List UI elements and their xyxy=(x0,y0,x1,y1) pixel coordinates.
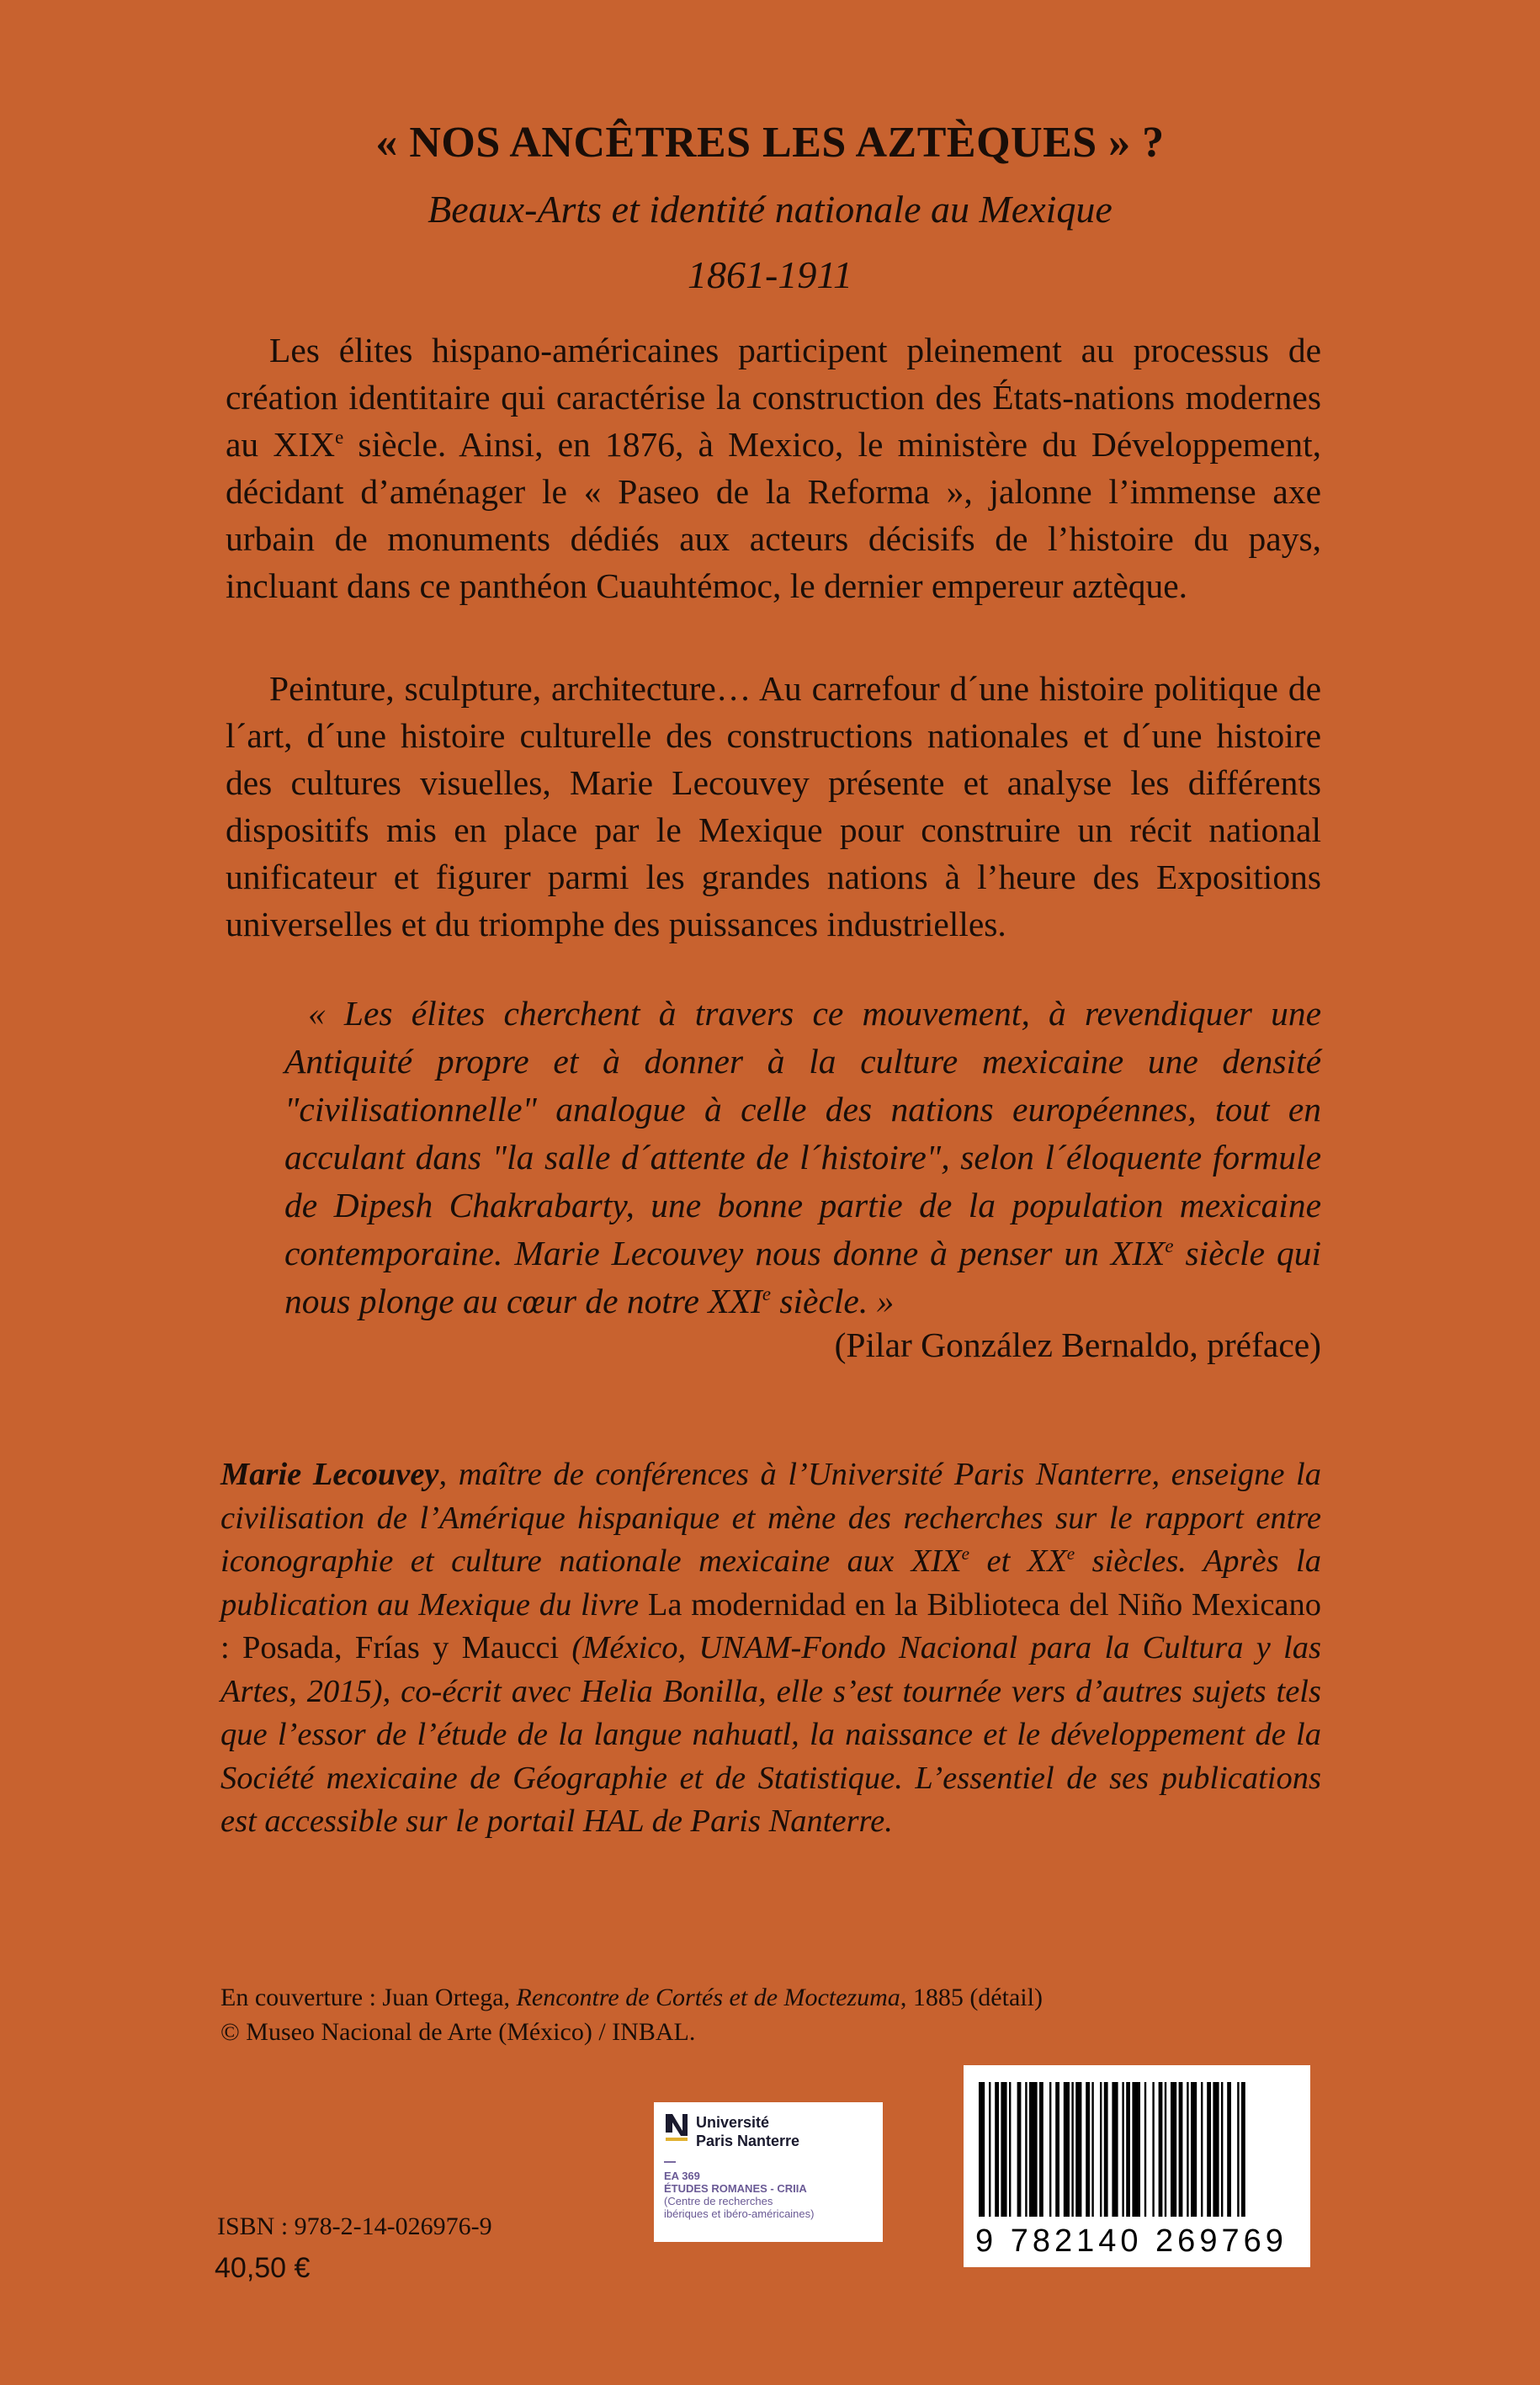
price: 40,50 € xyxy=(215,2252,311,2284)
referenced-book-title: La modernidad en la Biblioteca del Niño Mexicano : Posada, Frías y Maucci xyxy=(220,1586,1322,1665)
book-years: 1861-1911 xyxy=(688,253,852,296)
preface-quote: « Les élites cherchent à travers ce mouvement, à revendiquer une Antiquité propre et à donner à la culture mexicaine une densité "civilisationnelle" analogue à celle des nations européennes, tout en acculant dans "la salle d´attente de l´histoire", selon l´éloquente formule de Dipesh Chakrabarty, une bonne partie de la population mexicaine contemporaine. Marie Lecouvey nous donne à penser un XIXe siècle qui nous plonge au cœur de notre XXIe siècle. » xyxy=(284,994,1321,1320)
description-paragraph-2: Peinture, sculpture, architecture… Au carrefour d´une histoire politique de l´art, d´une histoire culturelle des constructions nationales et d´une histoire des cultures visuelles, Marie Lecouvey présente et analyse les différents dispositifs mis en place par le Mexique pour construire un récit national unificateur et figurer parmi les grandes nations à l’heure des Expositions universelles et du triomphe des puissances industrielles. xyxy=(226,669,1321,943)
author-name: Marie Lecouvey xyxy=(220,1457,439,1492)
book-title: « NOS ANCÊTRES LES AZTÈQUES » ? xyxy=(375,119,1165,167)
logo-lab-info: EA 369 ÉTUDES ROMANES - CRIIA (Centre de recherches ibériques et ibéro-américaines) xyxy=(664,2170,815,2220)
quote-attribution: (Pilar González Bernaldo, préface) xyxy=(834,1325,1321,1364)
barcode xyxy=(964,2065,1310,2267)
logo-university-line: Université xyxy=(696,2114,770,2131)
isbn: ISBN : 978-2-14-026976-9 xyxy=(217,2212,492,2240)
logo-divider xyxy=(664,2161,676,2163)
cover-credit-line-1: En couverture : Juan Ortega, Rencontre de Cortés et de Moctezuma, 1885 (détail) xyxy=(220,1984,1043,2011)
barcode-digits: 9 782140 269769 xyxy=(975,2223,1288,2259)
barcode-bars-icon xyxy=(979,2082,1295,2217)
logo-paris-nanterre-line: Paris Nanterre xyxy=(696,2133,800,2149)
publisher-logo xyxy=(654,2102,883,2242)
university-logo-icon xyxy=(664,2112,693,2153)
cover-credit-line-2: © Museo Nacional de Arte (México) / INBAL. xyxy=(220,2018,696,2046)
author-bio: Marie Lecouvey, maître de conférences à l’Université Paris Nanterre, enseigne la civilisation de l’Amérique hispanique et mène des recherches sur le rapport entre iconographie et culture nationale mexicaine aux XIXe et XXe siècles. Après la publication au Mexique du livre La modernidad en la Biblioteca del Niño Mexicano : Posada, Frías y Maucci (México, UNAM-Fondo Nacional para la Cultura y las Artes, 2015), co-écrit avec Helia Bonilla, elle s’est tournée vers d’autres sujets tels que l’essor de l’étude de la langue nahuatl, la naissance et le développement de la Société mexicaine de Géographie et de Statistique. L’essentiel de ses publications est accessible sur le portail HAL de Paris Nanterre. xyxy=(220,1457,1322,1839)
description-paragraph-1: Les élites hispano-américaines participent pleinement au processus de création identitaire qui caractérise la construction des États-nations modernes au XIXe siècle. Ainsi, en 1876, à Mexico, le ministère du Développement, décidant d’aménager le « Paseo de la Reforma », jalonne l’immense axe urbain de monuments dédiés aux acteurs décisifs de l’histoire du pays, incluant dans ce panthéon Cuauhtémoc, le dernier empereur aztèque. xyxy=(226,331,1321,605)
book-subtitle: Beaux-Arts et identité nationale au Mexique xyxy=(427,188,1113,231)
cover-credit xyxy=(220,1980,1188,2049)
